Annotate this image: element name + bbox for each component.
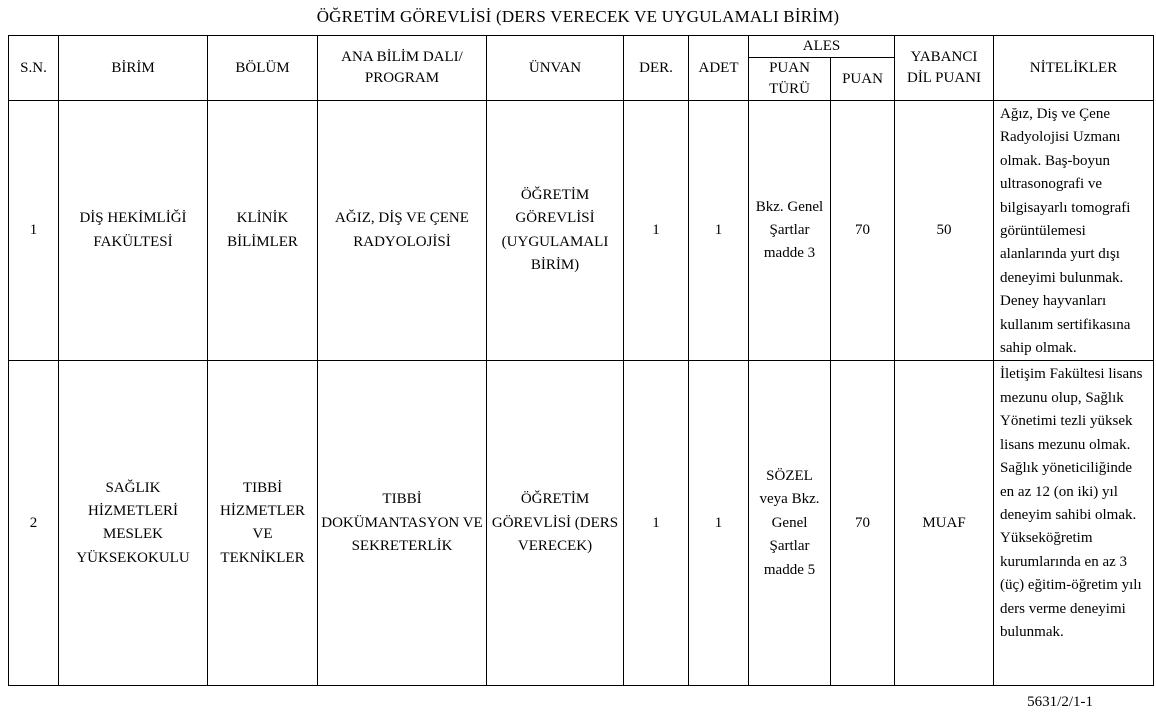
cell-der: 1 [624,361,689,686]
position-table [8,35,1154,686]
header-puan-turu: PUAN TÜRÜ [749,58,831,101]
cell-ana-bilim-dali: AĞIZ, DİŞ VE ÇENE RADYOLOJİSİ [318,101,487,361]
header-birim: BİRİM [59,36,208,101]
header-puan: PUAN [831,58,895,101]
table-row [9,101,1154,361]
cell-yabanci-dil: MUAF [895,361,994,686]
cell-puan-turu: SÖZEL veya Bkz. Genel Şartlar madde 5 [749,361,831,686]
cell-puan: 70 [831,101,895,361]
cell-sn: 2 [9,361,59,686]
cell-ana-bilim-dali: TIBBİ DOKÜMANTASYON VE SEKRETERLİK [318,361,487,686]
cell-der: 1 [624,101,689,361]
cell-adet: 1 [689,101,749,361]
cell-nitelikler: İletişim Fakültesi lisans mezunu olup, Sağlık Yönetimi tezli yüksek lisans mezunu olmak. Sağlık yöneticiliğinde en az 12 (on iki) yıl deneyim sahibi olmak. Yükseköğretim kurumlarında en az 3 (üç) eğitim-öğretim yılı ders verme deneyimi bulunmak. [994,361,1154,686]
cell-birim: SAĞLIK HİZMETLERİ MESLEK YÜKSEKOKULU [59,361,208,686]
cell-birim: DİŞ HEKİMLİĞİ FAKÜLTESİ [59,101,208,361]
header-bolum: BÖLÜM [208,36,318,101]
header-nitelikler: NİTELİKLER [994,36,1154,101]
cell-puan-turu: Bkz. Genel Şartlar madde 3 [749,101,831,361]
cell-puan: 70 [831,361,895,686]
cell-yabanci-dil: 50 [895,101,994,361]
header-der: DER. [624,36,689,101]
table-header-row [9,36,1154,58]
header-sn: S.N. [9,36,59,101]
cell-sn: 1 [9,101,59,361]
cell-nitelikler: Ağız, Diş ve Çene Radyolojisi Uzmanı olmak. Baş-boyun ultrasonografi ve bilgisayarlı tomografi görüntülemesi alanlarında yurt dışı deneyimi bulunmak. Deney hayvanları kullanım sertifikasına sahip olmak. [994,101,1154,361]
header-adet: ADET [689,36,749,101]
document-title: ÖĞRETİM GÖREVLİSİ (DERS VERECEK VE UYGULAMALI BİRİM) [316,7,840,26]
header-ana-bilim-dali: ANA BİLİM DALI/ PROGRAM [318,36,487,101]
cell-adet: 1 [689,361,749,686]
cell-bolum: TIBBİ HİZMETLER VE TEKNİKLER [208,361,318,686]
reference-code: 5631/2/1-1 [1027,694,1093,710]
header-unvan: ÜNVAN [487,36,624,101]
header-yabanci-dil: YABANCI DİL PUANI [895,36,994,101]
cell-unvan: ÖĞRETİM GÖREVLİSİ (DERS VERECEK) [487,361,624,686]
header-ales: ALES [749,36,895,58]
table-row [9,361,1154,686]
cell-unvan: ÖĞRETİM GÖREVLİSİ (UYGULAMALI BİRİM) [487,101,624,361]
cell-bolum: KLİNİK BİLİMLER [208,101,318,361]
